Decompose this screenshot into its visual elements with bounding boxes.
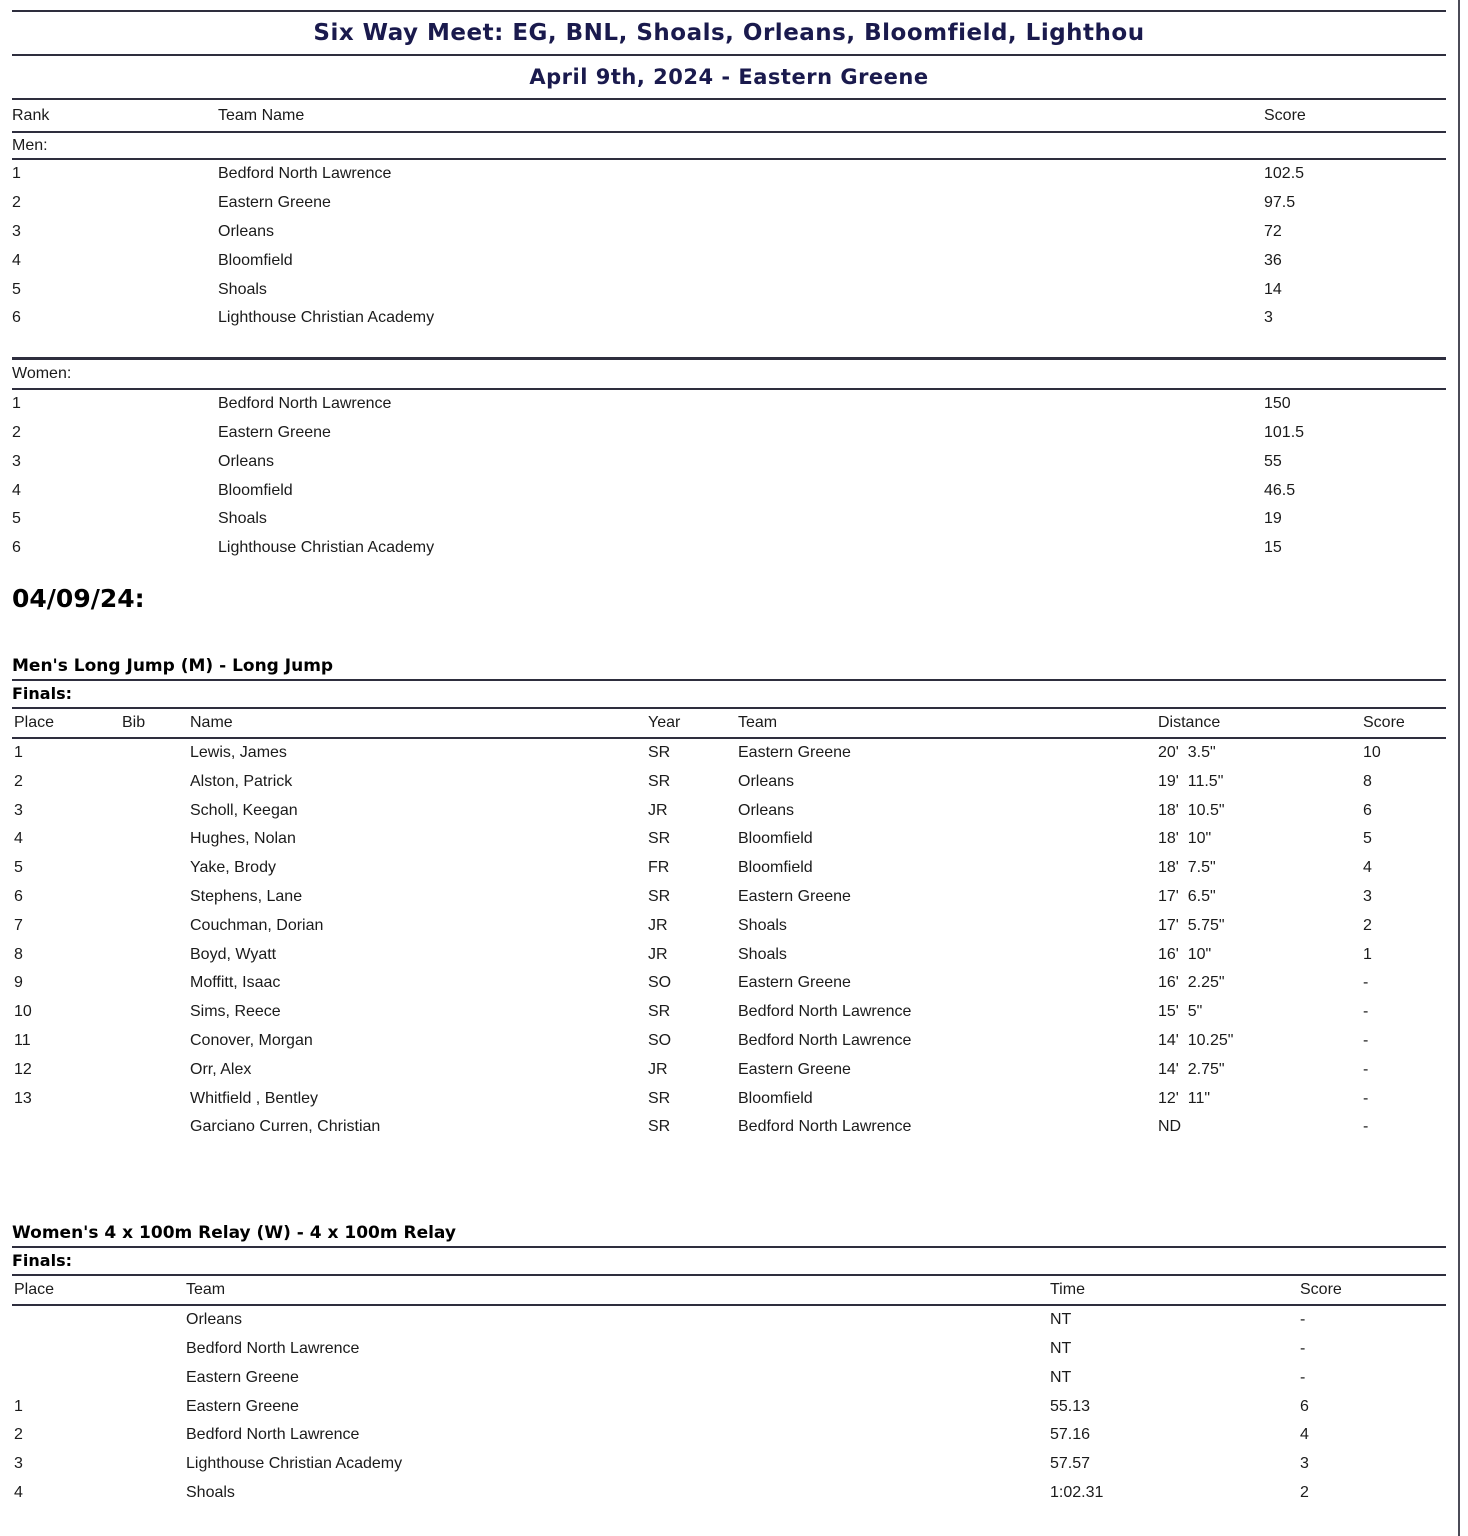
table-row xyxy=(0,969,1458,998)
score-cell: - xyxy=(1363,1118,1369,1136)
athlete-name-cell: Orr, Alex xyxy=(190,1060,252,1078)
rank-cell: 3 xyxy=(12,222,21,240)
table-row xyxy=(0,1055,1458,1084)
table-row xyxy=(0,940,1458,969)
table-row xyxy=(0,505,1458,534)
rank-cell: 3 xyxy=(12,452,21,470)
place-cell: 9 xyxy=(14,974,23,992)
rank-cell: 1 xyxy=(12,165,21,183)
men-team-scores xyxy=(0,160,1458,333)
team-cell: Shoals xyxy=(738,945,787,963)
score-cell: 3 xyxy=(1264,309,1273,327)
score-cell: - xyxy=(1363,1089,1369,1107)
year-cell: SR xyxy=(648,887,671,905)
score-cell: - xyxy=(1363,1060,1369,1078)
table-row xyxy=(0,189,1458,218)
score-cell: - xyxy=(1363,1003,1369,1021)
distance-cell: 20' 3.5" xyxy=(1158,743,1216,761)
table-row xyxy=(0,246,1458,275)
time-cell: NT xyxy=(1050,1339,1072,1357)
table-row xyxy=(0,476,1458,505)
event-title: Men's Long Jump (M) - Long Jump xyxy=(12,655,334,676)
time-cell: 55.13 xyxy=(1050,1397,1091,1415)
score-cell: 150 xyxy=(1264,395,1291,413)
table-row xyxy=(0,1421,1458,1450)
col-header-team: Team xyxy=(738,713,778,731)
team-name-cell: Lighthouse Christian Academy xyxy=(218,539,435,557)
team-cell: Bloomfield xyxy=(738,830,813,848)
table-row xyxy=(0,883,1458,912)
athlete-name-cell: Scholl, Keegan xyxy=(190,801,298,819)
table-row xyxy=(0,1392,1458,1421)
score-cell: 15 xyxy=(1264,539,1282,557)
table-row xyxy=(0,1363,1458,1392)
score-cell: - xyxy=(1363,974,1369,992)
score-cell: - xyxy=(1363,1031,1369,1049)
table-row xyxy=(0,796,1458,825)
score-cell: 4 xyxy=(1363,859,1372,877)
team-cell: Orleans xyxy=(738,801,795,819)
place-cell: 2 xyxy=(14,1426,23,1444)
rank-cell: 6 xyxy=(12,309,21,327)
athlete-name-cell: Conover, Morgan xyxy=(190,1031,313,1049)
table-row xyxy=(0,825,1458,854)
col-header-rank: Rank xyxy=(12,106,50,124)
score-cell: 101.5 xyxy=(1264,423,1305,441)
round-label: Finals: xyxy=(12,1250,73,1270)
col-header-score: Score xyxy=(1300,1280,1342,1298)
rank-cell: 5 xyxy=(12,510,21,528)
event-womens-4x100-relay xyxy=(0,1220,1458,1508)
score-cell: 10 xyxy=(1363,743,1381,761)
place-cell: 7 xyxy=(14,916,23,934)
results-header-row xyxy=(0,709,1458,737)
team-name-cell: Bloomfield xyxy=(218,251,293,269)
women-section-label: Women: xyxy=(12,364,72,382)
team-cell: Eastern Greene xyxy=(186,1368,299,1386)
team-cell: Eastern Greene xyxy=(186,1397,299,1415)
year-cell: JR xyxy=(648,801,668,819)
table-row xyxy=(0,767,1458,796)
athlete-name-cell: Whitfield , Bentley xyxy=(190,1089,319,1107)
distance-cell: 18' 7.5" xyxy=(1158,859,1216,877)
team-cell: Eastern Greene xyxy=(738,743,851,761)
rank-cell: 5 xyxy=(12,280,21,298)
table-row xyxy=(0,1335,1458,1364)
athlete-name-cell: Moffitt, Isaac xyxy=(190,974,281,992)
place-cell: 1 xyxy=(14,1397,23,1415)
team-name-cell: Shoals xyxy=(218,510,267,528)
place-cell: 4 xyxy=(14,830,23,848)
score-cell: - xyxy=(1300,1339,1306,1357)
place-cell: 3 xyxy=(14,801,23,819)
distance-cell: 19' 11.5" xyxy=(1158,772,1224,790)
col-header-score: Score xyxy=(1363,713,1405,731)
athlete-name-cell: Garciano Curren, Christian xyxy=(190,1118,381,1136)
table-row xyxy=(0,998,1458,1027)
table-row xyxy=(0,534,1458,563)
team-cell: Orleans xyxy=(186,1311,243,1329)
time-cell: NT xyxy=(1050,1311,1072,1329)
team-cell: Bedford North Lawrence xyxy=(738,1118,912,1136)
score-cell: 5 xyxy=(1363,830,1372,848)
table-row xyxy=(0,218,1458,247)
table-row xyxy=(0,1479,1458,1508)
score-cell: 2 xyxy=(1300,1483,1309,1501)
team-cell: Orleans xyxy=(738,772,795,790)
date-heading: 04/09/24: xyxy=(12,583,145,613)
place-cell: 6 xyxy=(14,887,23,905)
place-cell: 1 xyxy=(14,743,23,761)
score-cell: 3 xyxy=(1363,887,1372,905)
col-header-distance: Distance xyxy=(1158,713,1221,731)
distance-cell: 17' 6.5" xyxy=(1158,887,1216,905)
year-cell: SR xyxy=(648,772,671,790)
event-title: Women's 4 x 100m Relay (W) - 4 x 100m Relay xyxy=(12,1222,456,1243)
team-name-cell: Lighthouse Christian Academy xyxy=(218,309,435,327)
distance-cell: ND xyxy=(1158,1118,1182,1136)
table-row xyxy=(0,854,1458,883)
year-cell: SR xyxy=(648,1089,671,1107)
rank-cell: 2 xyxy=(12,194,21,212)
place-cell: 5 xyxy=(14,859,23,877)
col-header-time: Time xyxy=(1050,1280,1085,1298)
event-mens-long-jump xyxy=(0,653,1458,1142)
rank-cell: 4 xyxy=(12,481,21,499)
rank-cell: 6 xyxy=(12,539,21,557)
spacer xyxy=(0,333,1458,357)
col-header-place: Place xyxy=(14,713,55,731)
table-row xyxy=(0,911,1458,940)
year-cell: SO xyxy=(648,974,672,992)
score-cell: 1 xyxy=(1363,945,1372,963)
distance-cell: 18' 10" xyxy=(1158,830,1212,848)
athlete-name-cell: Sims, Reece xyxy=(190,1003,281,1021)
time-cell: 57.57 xyxy=(1050,1455,1091,1473)
score-cell: 14 xyxy=(1264,280,1282,298)
table-row xyxy=(0,275,1458,304)
team-name-cell: Shoals xyxy=(218,280,267,298)
col-header-year: Year xyxy=(648,713,681,731)
score-cell: 55 xyxy=(1264,452,1282,470)
score-cell: 6 xyxy=(1300,1397,1309,1415)
relay-results xyxy=(0,1306,1458,1508)
athlete-name-cell: Boyd, Wyatt xyxy=(190,945,277,963)
team-cell: Bedford North Lawrence xyxy=(738,1031,912,1049)
table-row xyxy=(0,419,1458,448)
score-cell: 19 xyxy=(1264,510,1282,528)
score-cell: 3 xyxy=(1300,1455,1309,1473)
athlete-name-cell: Yake, Brody xyxy=(190,859,276,877)
place-cell: 2 xyxy=(14,772,23,790)
table-row xyxy=(0,304,1458,333)
team-name-cell: Eastern Greene xyxy=(218,194,331,212)
team-cell: Bloomfield xyxy=(738,859,813,877)
round-label: Finals: xyxy=(12,683,73,703)
place-cell: 12 xyxy=(14,1060,32,1078)
distance-cell: 14' 10.25" xyxy=(1158,1031,1234,1049)
team-cell: Shoals xyxy=(186,1483,235,1501)
score-cell: 2 xyxy=(1363,916,1372,934)
distance-cell: 17' 5.75" xyxy=(1158,916,1225,934)
athlete-name-cell: Alston, Patrick xyxy=(190,772,293,790)
place-cell: 4 xyxy=(14,1483,23,1501)
year-cell: JR xyxy=(648,945,668,963)
distance-cell: 16' 10" xyxy=(1158,945,1212,963)
rank-cell: 4 xyxy=(12,251,21,269)
distance-cell: 18' 10.5" xyxy=(1158,801,1225,819)
year-cell: JR xyxy=(648,1060,668,1078)
col-header-place: Place xyxy=(14,1280,55,1298)
team-scores-header-row xyxy=(0,100,1458,131)
table-row xyxy=(0,739,1458,768)
year-cell: SO xyxy=(648,1031,672,1049)
page-subtitle: April 9th, 2024 - Eastern Greene xyxy=(529,65,929,89)
rank-cell: 2 xyxy=(12,423,21,441)
score-cell: 6 xyxy=(1363,801,1372,819)
year-cell: JR xyxy=(648,916,668,934)
score-cell: 4 xyxy=(1300,1426,1309,1444)
team-cell: Shoals xyxy=(738,916,787,934)
team-cell: Lighthouse Christian Academy xyxy=(186,1455,403,1473)
year-cell: SR xyxy=(648,1118,671,1136)
distance-cell: 16' 2.25" xyxy=(1158,974,1225,992)
team-name-cell: Orleans xyxy=(218,452,275,470)
table-row xyxy=(0,160,1458,189)
long-jump-results xyxy=(0,739,1458,1142)
women-team-scores xyxy=(0,390,1458,563)
team-name-cell: Eastern Greene xyxy=(218,423,331,441)
team-name-cell: Bedford North Lawrence xyxy=(218,395,392,413)
score-cell: 72 xyxy=(1264,222,1282,240)
team-cell: Eastern Greene xyxy=(738,1060,851,1078)
athlete-name-cell: Lewis, James xyxy=(190,743,287,761)
team-name-cell: Orleans xyxy=(218,222,275,240)
athlete-name-cell: Stephens, Lane xyxy=(190,887,303,905)
place-cell: 3 xyxy=(14,1455,23,1473)
athlete-name-cell: Hughes, Nolan xyxy=(190,830,296,848)
distance-cell: 14' 2.75" xyxy=(1158,1060,1225,1078)
team-cell: Eastern Greene xyxy=(738,887,851,905)
distance-cell: 15' 5" xyxy=(1158,1003,1203,1021)
place-cell: 13 xyxy=(14,1089,32,1107)
score-cell: 46.5 xyxy=(1264,481,1296,499)
table-row xyxy=(0,1084,1458,1113)
rank-cell: 1 xyxy=(12,395,21,413)
place-cell: 10 xyxy=(14,1003,32,1021)
score-cell: 102.5 xyxy=(1264,165,1305,183)
team-cell: Bedford North Lawrence xyxy=(186,1339,360,1357)
score-cell: - xyxy=(1300,1368,1306,1386)
athlete-name-cell: Couchman, Dorian xyxy=(190,916,324,934)
time-cell: 1:02.31 xyxy=(1050,1483,1104,1501)
results-header-row xyxy=(0,1276,1458,1304)
table-row xyxy=(0,447,1458,476)
year-cell: SR xyxy=(648,830,671,848)
page-title: Six Way Meet: EG, BNL, Shoals, Orleans, Bloomfield, Lighthou xyxy=(313,20,1145,46)
team-name-cell: Bedford North Lawrence xyxy=(218,165,392,183)
year-cell: FR xyxy=(648,859,670,877)
table-row xyxy=(0,1113,1458,1142)
team-cell: Bedford North Lawrence xyxy=(738,1003,912,1021)
col-header-team-name: Team Name xyxy=(218,106,305,124)
col-header-team: Team xyxy=(186,1280,226,1298)
team-name-cell: Bloomfield xyxy=(218,481,293,499)
score-cell: - xyxy=(1300,1311,1306,1329)
col-header-bib: Bib xyxy=(122,713,146,731)
year-cell: SR xyxy=(648,743,671,761)
place-cell: 11 xyxy=(14,1031,31,1049)
year-cell: SR xyxy=(648,1003,671,1021)
team-cell: Eastern Greene xyxy=(738,974,851,992)
table-row xyxy=(0,1306,1458,1335)
table-row xyxy=(0,1027,1458,1056)
men-section-label: Men: xyxy=(12,137,48,154)
team-cell: Bedford North Lawrence xyxy=(186,1426,360,1444)
score-cell: 97.5 xyxy=(1264,194,1296,212)
time-cell: 57.16 xyxy=(1050,1426,1091,1444)
team-cell: Bloomfield xyxy=(738,1089,813,1107)
score-cell: 8 xyxy=(1363,772,1372,790)
col-header-score: Score xyxy=(1264,106,1306,124)
distance-cell: 12' 11" xyxy=(1158,1089,1211,1107)
col-header-name: Name xyxy=(190,713,233,731)
place-cell: 8 xyxy=(14,945,23,963)
score-cell: 36 xyxy=(1264,251,1282,269)
table-row xyxy=(0,1450,1458,1479)
time-cell: NT xyxy=(1050,1368,1072,1386)
table-row xyxy=(0,390,1458,419)
